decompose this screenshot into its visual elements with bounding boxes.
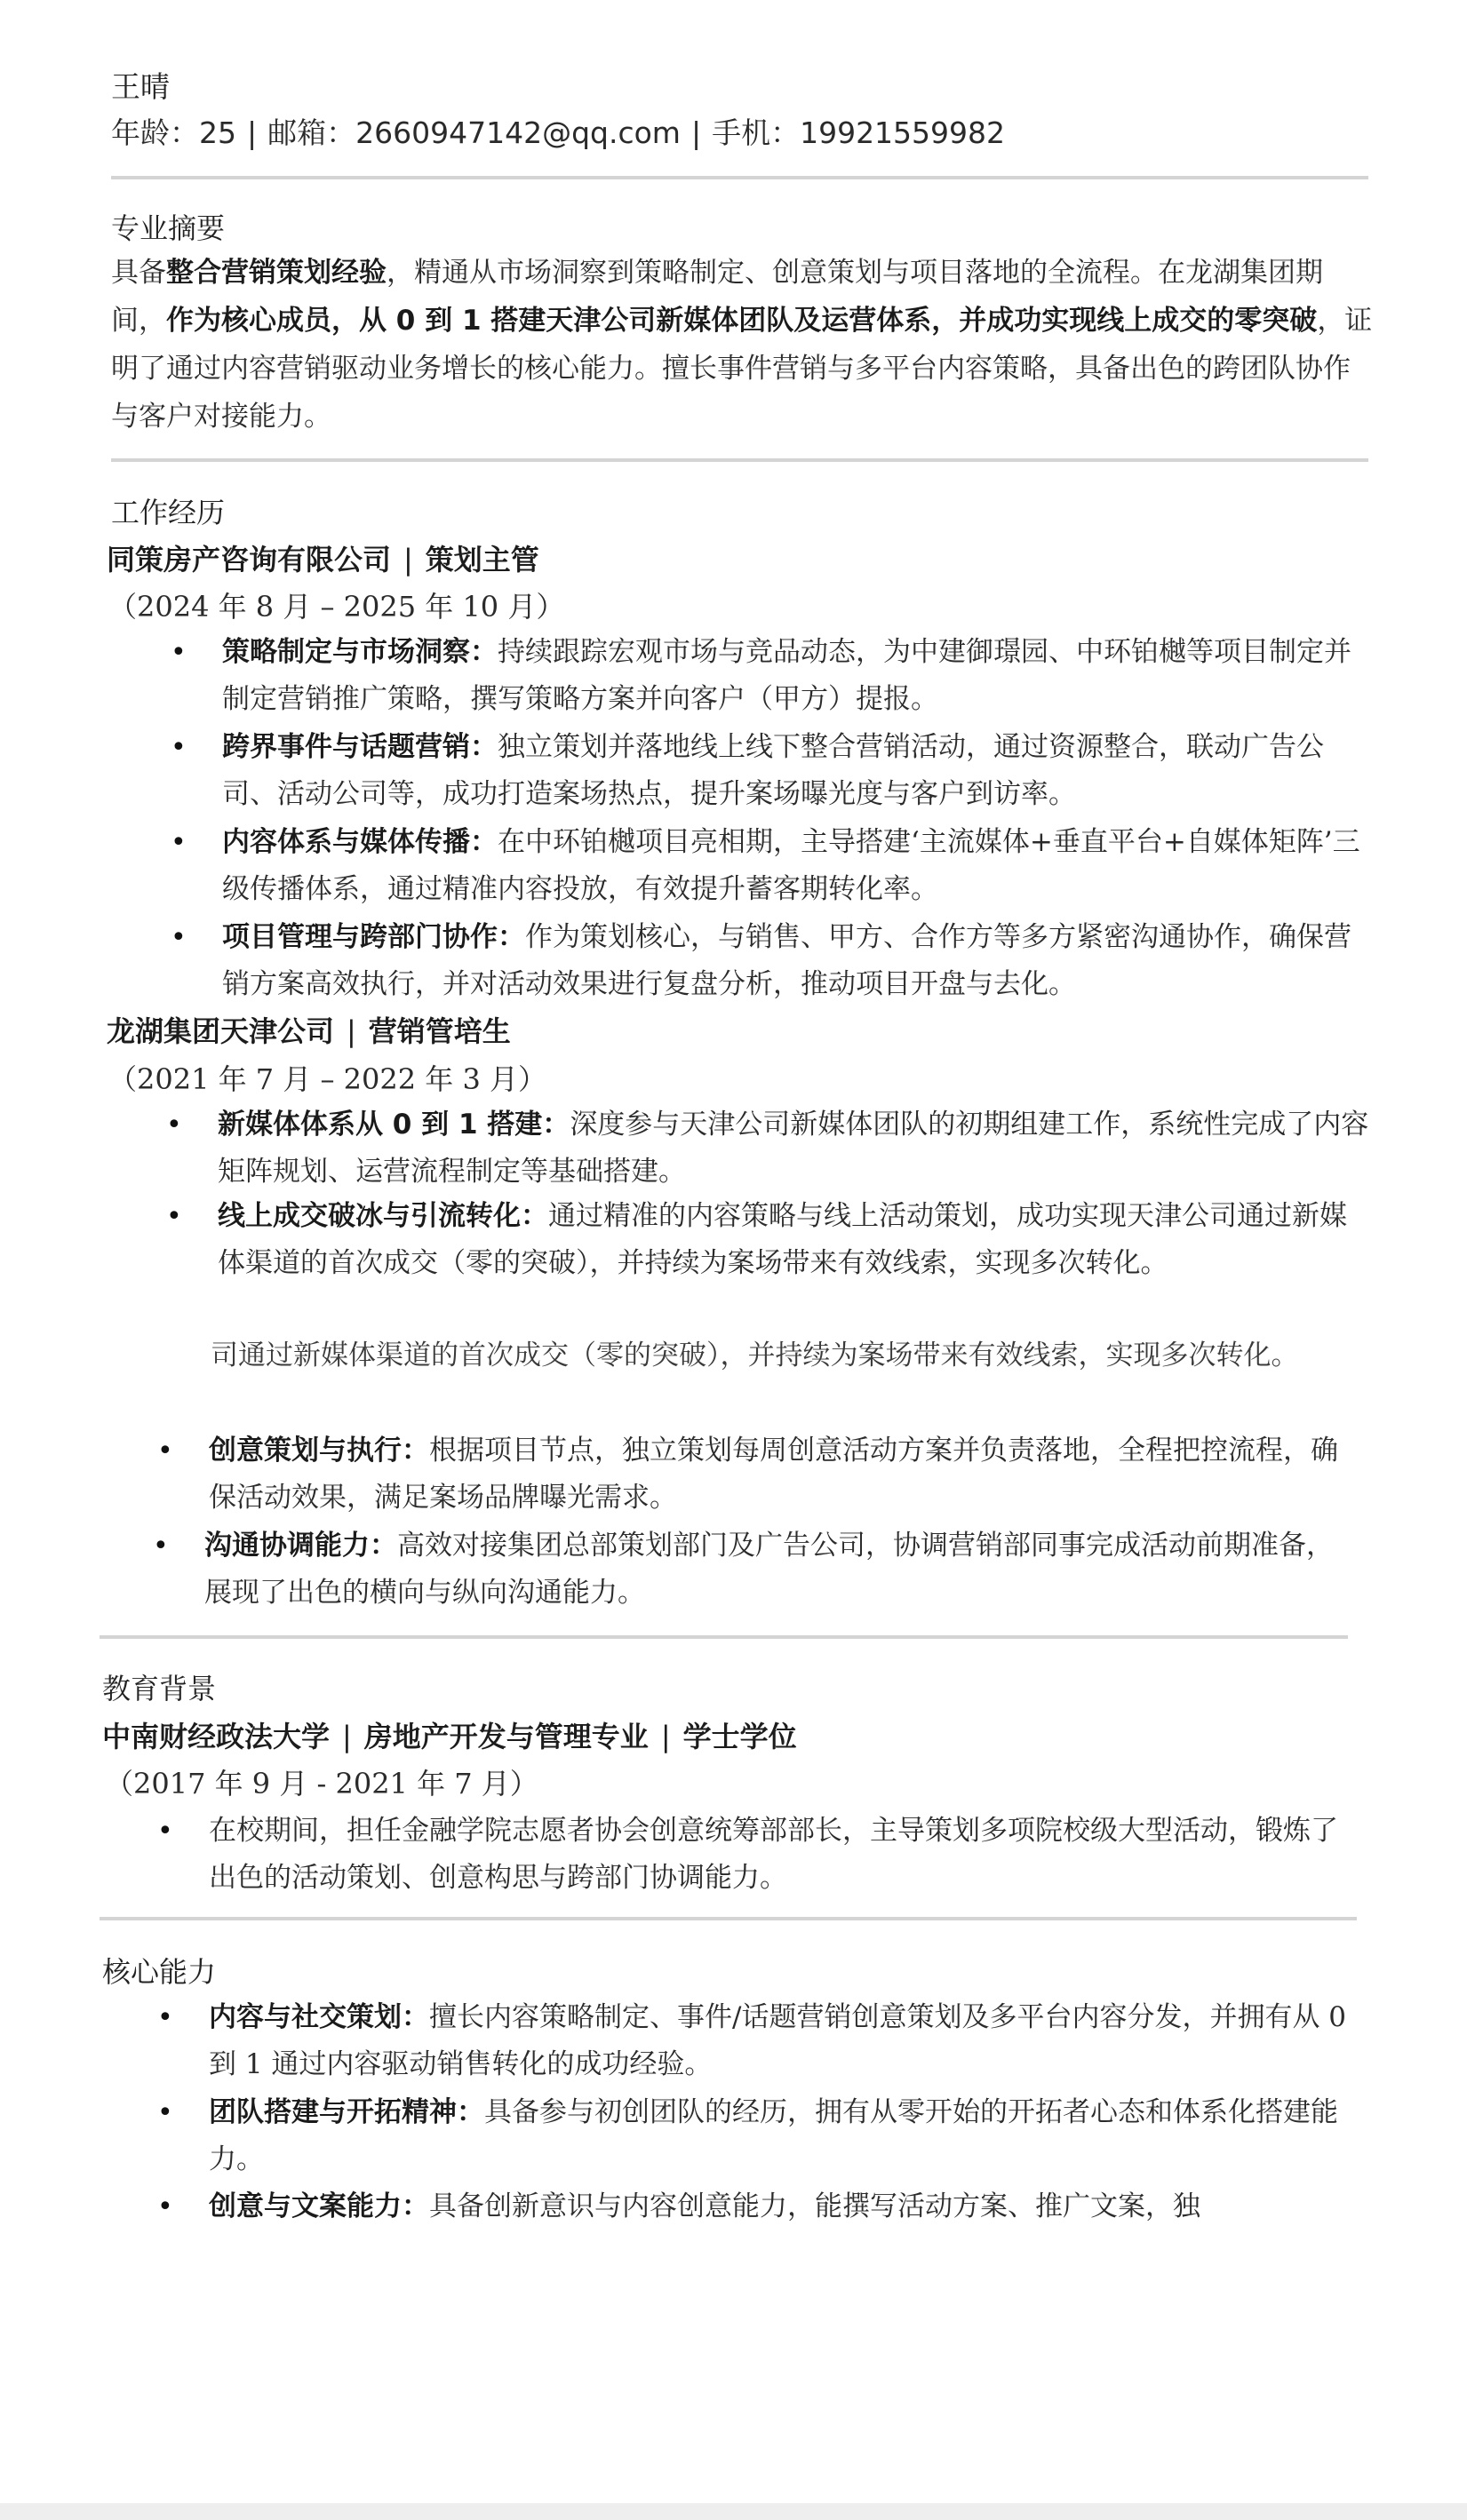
contact-line: [111, 110, 1005, 152]
separator: |: [660, 1720, 671, 1753]
list-item: [153, 1522, 1359, 1617]
company-name: 同策房产咨询有限公司: [107, 543, 392, 576]
job-role: 策划主管: [425, 543, 539, 576]
job-header: [107, 1009, 511, 1050]
duplicated-text-fragment: 司通过新媒体渠道的首次成交（零的突破），并持续为案场带来有效线索，实现多次转化。: [211, 1339, 1299, 1371]
bullet-label: 创意策划与执行：: [209, 1435, 429, 1467]
list-item: [157, 2089, 1364, 2183]
list-item: [157, 2183, 1364, 2230]
bullet-text: 通过精准的内容策略与线上活动策划，成功实现天津公司通过新媒体渠道的首次成交（零的突破），并持续为案场带来有效线索，实现多次转化。: [218, 1200, 1347, 1279]
bullet-dot: •: [157, 2097, 173, 2128]
section-title-education: 教育背景: [102, 1672, 217, 1705]
divider: [111, 458, 1368, 462]
bullet-dot: •: [166, 1201, 182, 1232]
bullet-label: 沟通协调能力：: [204, 1530, 397, 1562]
bullet-label: 项目管理与跨部门协作：: [222, 921, 525, 953]
summary-text: 具备: [111, 257, 166, 289]
divider: [100, 1917, 1357, 1920]
list-item: [166, 1101, 1373, 1196]
job-period: （2021 年 7 月 – 2022 年 3 月）: [108, 1062, 546, 1096]
bullet-label: 内容与社交策划：: [209, 2001, 429, 2033]
bullet-text: 作为策划核心，与销售、甲方、合作方等多方紧密沟通协作，确保营销方案高效执行，并对活动效果进行复盘分析，推动项目开盘与去化。: [222, 921, 1351, 1000]
job-role: 营销管培生: [368, 1014, 511, 1048]
bullet-label: 策略制定与市场洞察：: [222, 636, 498, 668]
bullet-dot: •: [153, 1530, 169, 1562]
bullet-label: 线上成交破冰与引流转化：: [218, 1200, 548, 1232]
separator: |: [342, 1720, 352, 1753]
bullet-dot: •: [171, 637, 187, 668]
bullet-dot: •: [171, 922, 187, 953]
separator: |: [403, 543, 413, 576]
bullet-text: 高效对接集团总部策划部门及广告公司，协调营销部同事完成活动前期准备，展现了出色的横向与纵向沟通能力。: [204, 1530, 1334, 1609]
bullet-dot: •: [157, 1816, 173, 1847]
bullet-dot: •: [157, 1435, 173, 1467]
education-period: （2017 年 9 月 - 2021 年 7 月）: [105, 1767, 538, 1801]
section-title-summary: 专业摘要: [111, 211, 226, 245]
bullet-dot: •: [157, 2191, 173, 2222]
education-header: [102, 1714, 797, 1755]
bullet-dot: •: [171, 732, 187, 763]
bullet-label: 团队搭建与开拓精神：: [209, 2096, 484, 2128]
bullet-text: 深度参与天津公司新媒体团队的初期组建工作，系统性完成了内容矩阵规划、运营流程制定等基础搭建。: [218, 1109, 1369, 1188]
bullet-text: 在中环铂樾项目亮相期，主导搭建‘主流媒体+垂直平台+自媒体矩阵’三级传播体系，通过精准内容投放，有效提升蓄客期转化率。: [222, 826, 1360, 905]
summary-text: ，精通从市场洞察到策略制定、创意策划与项目落地的全流程。在龙湖集团期间，: [111, 257, 1323, 337]
company-name: 龙湖集团天津公司: [107, 1014, 335, 1048]
list-item: [157, 1808, 1364, 1902]
job-header: [107, 537, 539, 578]
summary-text: ，证明了通过内容营销驱动业务增长的核心能力。擅长事件营销与多平台内容策略，具备出色的跨团队协作与客户对接能力。: [111, 305, 1373, 433]
bullet-text: 根据项目节点，独立策划每周创意活动方案并负责落地，全程把控流程，确保活动效果，满足案场品牌曝光需求。: [209, 1435, 1338, 1514]
bullet-label: 新媒体体系从 0 到 1 搭建：: [218, 1109, 570, 1141]
bullet-dot: •: [157, 2002, 173, 2033]
list-item: [157, 1994, 1364, 2088]
separator: |: [690, 115, 702, 150]
bullet-label: 跨界事件与话题营销：: [222, 731, 498, 763]
phone-text: 手机：19921559982: [712, 115, 1006, 150]
major: 房地产开发与管理专业: [363, 1720, 649, 1753]
list-item: [166, 1193, 1373, 1287]
candidate-name: 王晴: [111, 69, 170, 104]
list-item: [171, 914, 1377, 1008]
bullet-text: 在校期间，担任金融学院志愿者协会创意统筹部部长，主导策划多项院校级大型活动，锻炼了出色的活动策划、创意构思与跨部门协调能力。: [209, 1815, 1338, 1894]
divider: [100, 1635, 1348, 1639]
summary-paragraph: [111, 249, 1373, 441]
divider: [111, 176, 1368, 179]
bullet-dot: •: [166, 1109, 182, 1141]
bullet-text: 具备创新意识与内容创意能力，能撰写活动方案、推广文案，独: [429, 2190, 1200, 2222]
separator: |: [247, 115, 258, 150]
list-item: [171, 724, 1377, 818]
summary-highlight: 整合营销策划经验: [166, 257, 387, 289]
list-item: [171, 629, 1377, 723]
section-title-skills: 核心能力: [102, 1955, 217, 1989]
job-period: （2024 年 8 月 – 2025 年 10 月）: [108, 590, 565, 624]
bullet-label: 创意与文案能力：: [209, 2190, 429, 2222]
bullet-text: 具备参与初创团队的经历，拥有从零开始的开拓者心态和体系化搭建能力。: [209, 2096, 1338, 2175]
email-text: 邮箱：2660947142@qq.com: [267, 115, 681, 150]
bullet-label: 内容体系与媒体传播：: [222, 826, 498, 858]
section-title-experience: 工作经历: [111, 496, 226, 529]
list-item: [171, 819, 1377, 913]
bullet-text: 擅长内容策略制定、事件/话题营销创意策划及多平台内容分发，并拥有从 0 到 1 通过内容驱动销售转化的成功经验。: [209, 2001, 1347, 2080]
bullet-text: 持续跟踪宏观市场与竞品动态，为中建御璟园、中环铂樾等项目制定并制定营销推广策略，撰写策略方案并向客户（甲方）提报。: [222, 636, 1351, 715]
summary-highlight: 作为核心成员，从 0 到 1 搭建天津公司新媒体团队及运营体系，并成功实现线上成交的零突破: [166, 305, 1318, 337]
age-text: 年龄：25: [111, 115, 236, 150]
page-bottom-edge: [0, 2503, 1467, 2520]
degree: 学士学位: [682, 1720, 797, 1753]
list-item: [157, 1427, 1364, 1522]
separator: |: [347, 1014, 356, 1048]
bullet-text: 独立策划并落地线上线下整合营销活动，通过资源整合，联动广告公司、活动公司等，成功打造案场热点，提升案场曝光度与客户到访率。: [222, 731, 1324, 810]
school-name: 中南财经政法大学: [102, 1720, 331, 1753]
bullet-dot: •: [171, 827, 187, 858]
